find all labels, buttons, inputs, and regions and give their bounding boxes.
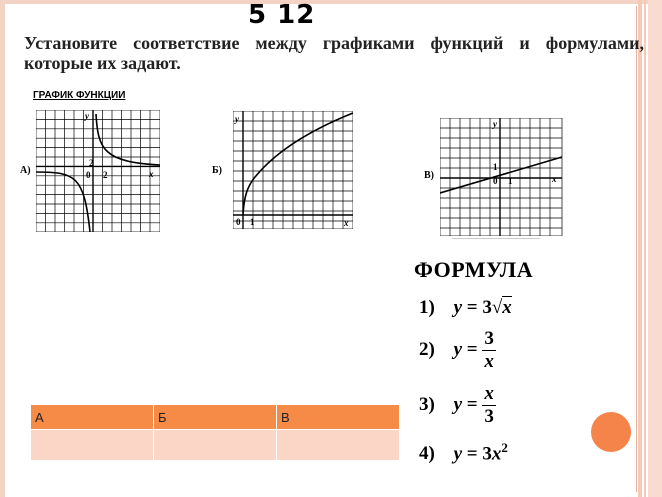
graph-b-tick-origin: 0 (236, 217, 241, 227)
formula-2-lhs: y (453, 338, 463, 360)
graph-c-label: В) (424, 170, 434, 181)
graph-b (233, 111, 353, 229)
stripe-1 (638, 0, 642, 497)
handwritten-annotation: 5 12 (248, 0, 316, 30)
graph-a-tick-y: 2 (89, 158, 94, 168)
graph-c-underline (452, 238, 540, 239)
graph-c-tick-x: 1 (508, 176, 513, 186)
answer-table-input-row (31, 430, 400, 461)
graph-c-axis-x: x (552, 174, 557, 184)
stripe-2 (644, 0, 646, 497)
graph-b-label: Б) (212, 165, 222, 176)
graph-a-tick-origin: 0 (86, 170, 91, 180)
formula-4-power: 2 (501, 440, 508, 455)
answer-header-a: А (31, 405, 154, 430)
formula-1-num: 1) (419, 297, 435, 318)
formula-2-eq: = (466, 338, 478, 360)
answer-table (30, 404, 400, 461)
formula-1-coef: 3 (482, 297, 492, 318)
graph-a-label: А) (20, 165, 31, 176)
graph-a-axis-y: y (85, 111, 89, 121)
formula-3-denominator: 3 (484, 406, 494, 427)
graph-b-axis-y: y (235, 114, 239, 124)
formula-1-eq: = (466, 297, 478, 318)
formula-1-lhs: y (453, 297, 463, 318)
formula-3-num: 3) (419, 393, 435, 415)
formula-4-num: 4) (419, 443, 435, 465)
graph-a (36, 110, 160, 232)
formula-3-lhs: y (453, 393, 463, 415)
formula-2-denominator: x (484, 351, 494, 372)
answer-cell-b[interactable] (154, 430, 277, 461)
graph-c-tick-origin: 0 (493, 176, 498, 186)
formula-4-var: x (491, 443, 502, 465)
graphs-title: ГРАФИК ФУНКЦИИ (33, 90, 126, 101)
formula-4-coef: 3 (482, 443, 492, 465)
formula-3-fraction (482, 383, 496, 428)
formulas-title: ФОРМУЛА (414, 257, 534, 282)
graph-a-axis-x: x (149, 169, 154, 179)
answer-cell-a[interactable] (31, 430, 154, 461)
graph-c-axis-y: y (493, 119, 497, 129)
graph-c-tick-y: 1 (493, 162, 498, 172)
graph-a-tick-x: 2 (103, 170, 108, 180)
answer-header-c: В (277, 405, 400, 430)
formula-3-eq: = (466, 393, 478, 415)
graph-c-grid (440, 118, 562, 236)
answer-cell-c[interactable] (277, 430, 400, 461)
sqrt-icon: √ (491, 297, 503, 318)
graph-c-line (440, 157, 562, 193)
graph-c (440, 118, 563, 236)
formula-3-numerator: x (484, 383, 494, 404)
formula-1-radicand: x (502, 297, 512, 318)
frame-top (0, 0, 662, 4)
graph-b-grid (233, 111, 353, 229)
stripe-3 (648, 0, 662, 497)
graph-b-axis-x: x (344, 218, 349, 228)
formula-4 (419, 440, 508, 465)
formula-2 (419, 328, 496, 373)
formula-4-lhs: y (453, 443, 463, 465)
graph-b-tick-x: 1 (250, 217, 255, 227)
frame-left (0, 0, 5, 497)
graph-a-curve-right (96, 114, 160, 165)
formula-4-eq: = (466, 443, 478, 465)
formula-2-num: 2) (419, 338, 435, 360)
formula-1 (419, 297, 512, 319)
accent-circle (591, 412, 631, 452)
formula-3 (419, 383, 496, 428)
graph-b-curve (243, 113, 353, 215)
formula-2-fraction (482, 328, 496, 373)
task-text: Установите соответствие между графиками функций и формулами, которые их задают. (24, 33, 644, 73)
formula-2-numerator: 3 (484, 328, 494, 349)
answer-header-b: Б (154, 405, 277, 430)
answer-table-header-row (31, 405, 400, 430)
